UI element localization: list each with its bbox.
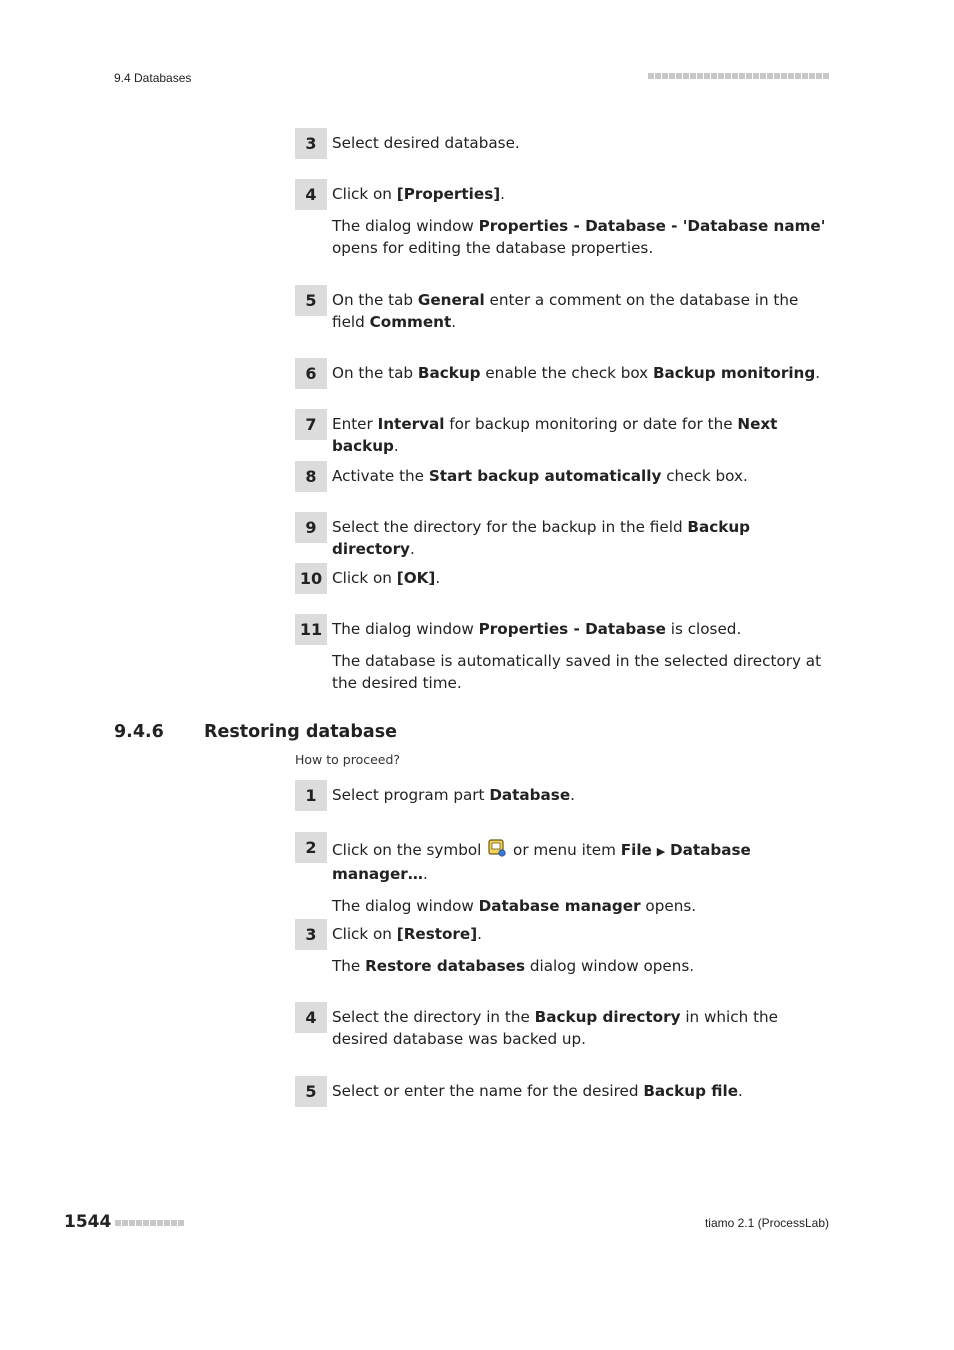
step-number: 7 <box>295 409 327 440</box>
result-text: The dialog window <box>332 217 479 235</box>
decorative-square <box>662 73 668 79</box>
section-number: 9.4.6 <box>114 722 164 742</box>
step-4 <box>295 179 829 259</box>
step-text: enter a comment on the database in the field <box>332 291 799 331</box>
step-text: . <box>422 865 428 883</box>
step-number: 3 <box>295 919 327 950</box>
decorative-square <box>157 1220 163 1226</box>
step-number: 10 <box>295 563 327 594</box>
decorative-square <box>802 73 808 79</box>
restore-step-2 <box>295 832 829 917</box>
step-number: 4 <box>295 1002 327 1033</box>
header-decoration <box>648 73 829 79</box>
step-result <box>332 955 829 977</box>
step-number: 3 <box>295 128 327 159</box>
decorative-square <box>655 73 661 79</box>
result-text: opens. <box>640 897 697 915</box>
ui-label: Database manager… <box>332 841 751 883</box>
step-text: . <box>451 313 457 331</box>
step-text: Select or enter the name for the desired <box>332 1082 644 1100</box>
decorative-square <box>725 73 731 79</box>
step-result <box>332 895 829 917</box>
ui-label: Properties - Database - 'Database name' <box>478 217 826 235</box>
result-text: The dialog window <box>332 897 479 915</box>
ui-label: Backup directory <box>332 518 751 558</box>
step-number: 11 <box>295 614 327 645</box>
decorative-square <box>718 73 724 79</box>
decorative-square <box>753 73 759 79</box>
decorative-square <box>774 73 780 79</box>
result-text: dialog window opens. <box>525 957 695 975</box>
ui-label: Backup file <box>643 1082 739 1100</box>
step-6 <box>295 358 829 384</box>
result-text: opens for editing the database properties. <box>332 239 654 257</box>
ui-label: Backup monitoring <box>652 364 816 382</box>
decorative-square <box>809 73 815 79</box>
ui-label: Backup <box>417 364 481 382</box>
running-header: 9.4 Databases <box>114 71 192 85</box>
step-text: . <box>477 925 482 943</box>
step-text: . <box>393 437 399 455</box>
step-number: 5 <box>295 1076 327 1107</box>
decorative-square <box>150 1220 156 1226</box>
footer-decoration <box>115 1220 184 1226</box>
ui-label: Properties - Database <box>478 620 666 638</box>
step-text: . <box>435 569 441 587</box>
step-text: in which the desired database was backed up. <box>332 1008 778 1048</box>
ui-label: Comment <box>369 313 452 331</box>
step-text: is closed. <box>665 620 742 638</box>
decorative-square <box>788 73 794 79</box>
step-text: . <box>500 185 505 203</box>
menu-arrow-icon: ▶ <box>656 845 666 858</box>
step-7 <box>295 409 829 457</box>
step-10 <box>295 563 829 589</box>
step-number: 5 <box>295 285 327 316</box>
step-text: check box. <box>661 467 748 485</box>
step-3 <box>295 128 829 154</box>
step-text: Click on <box>332 569 397 587</box>
decorative-square <box>164 1220 170 1226</box>
decorative-square <box>143 1220 149 1226</box>
step-text: Select the directory in the <box>332 1008 535 1026</box>
database-manager-icon <box>488 839 506 857</box>
section-title: Restoring database <box>204 722 397 742</box>
step-number: 2 <box>295 832 327 863</box>
decorative-square <box>697 73 703 79</box>
decorative-square <box>122 1220 128 1226</box>
step-text: . <box>815 364 821 382</box>
ui-label: [Restore] <box>396 925 478 943</box>
ui-label: Next backup <box>332 415 778 455</box>
step-text: Click on the symbol <box>332 841 487 859</box>
step-11 <box>295 614 829 694</box>
decorative-square <box>711 73 717 79</box>
ui-label: General <box>417 291 485 309</box>
product-name: tiamo 2.1 (ProcessLab) <box>704 1216 829 1230</box>
decorative-square <box>676 73 682 79</box>
decorative-square <box>704 73 710 79</box>
step-number: 8 <box>295 461 327 492</box>
decorative-square <box>760 73 766 79</box>
step-text: for backup monitoring or date for the <box>444 415 738 433</box>
step-8 <box>295 461 829 487</box>
step-text: Enter <box>332 415 378 433</box>
decorative-square <box>115 1220 121 1226</box>
step-5 <box>295 285 829 333</box>
step-number: 4 <box>295 179 327 210</box>
decorative-square <box>171 1220 177 1226</box>
decorative-square <box>732 73 738 79</box>
decorative-square <box>746 73 752 79</box>
decorative-square <box>795 73 801 79</box>
decorative-square <box>683 73 689 79</box>
ui-label: [Properties] <box>396 185 501 203</box>
ui-label: Database <box>489 786 571 804</box>
ui-label: File <box>620 841 652 859</box>
step-text: or menu item <box>508 841 621 859</box>
step-result <box>332 215 829 259</box>
step-number: 6 <box>295 358 327 389</box>
step-text: Click on <box>332 925 397 943</box>
ui-label: Database manager <box>478 897 641 915</box>
step-text: Select desired database. <box>332 134 520 152</box>
step-text: On the tab <box>332 364 418 382</box>
step-text: . <box>570 786 575 804</box>
step-text: Select the directory for the backup in the field <box>332 518 688 536</box>
decorative-square <box>781 73 787 79</box>
page-number: 1544 <box>64 1212 112 1232</box>
section-intro: How to proceed? <box>295 752 401 767</box>
restore-step-1 <box>295 780 829 806</box>
step-text: . <box>409 540 415 558</box>
ui-label: [OK] <box>396 569 436 587</box>
step-text: The dialog window <box>332 620 479 638</box>
decorative-square <box>648 73 654 79</box>
step-result: The database is automatically saved in the selected directory at the desired time. <box>332 652 822 692</box>
decorative-square <box>178 1220 184 1226</box>
decorative-square <box>690 73 696 79</box>
restore-step-4 <box>295 1002 829 1050</box>
ui-label: Start backup automatically <box>428 467 662 485</box>
step-text: Click on <box>332 185 397 203</box>
step-9 <box>295 512 829 560</box>
step-text: On the tab <box>332 291 418 309</box>
step-number: 9 <box>295 512 327 543</box>
decorative-square <box>129 1220 135 1226</box>
step-text: Activate the <box>332 467 429 485</box>
step-text: Select program part <box>332 786 490 804</box>
step-text: enable the check box <box>480 364 653 382</box>
ui-label: Backup directory <box>534 1008 681 1026</box>
decorative-square <box>669 73 675 79</box>
restore-step-3 <box>295 919 829 977</box>
decorative-square <box>739 73 745 79</box>
decorative-square <box>767 73 773 79</box>
decorative-square <box>816 73 822 79</box>
restore-step-5 <box>295 1076 829 1102</box>
result-text: The <box>332 957 366 975</box>
ui-label: Restore databases <box>365 957 526 975</box>
step-number: 1 <box>295 780 327 811</box>
decorative-square <box>136 1220 142 1226</box>
ui-label: Interval <box>377 415 445 433</box>
decorative-square <box>823 73 829 79</box>
section-heading <box>114 722 397 742</box>
step-text: . <box>738 1082 743 1100</box>
